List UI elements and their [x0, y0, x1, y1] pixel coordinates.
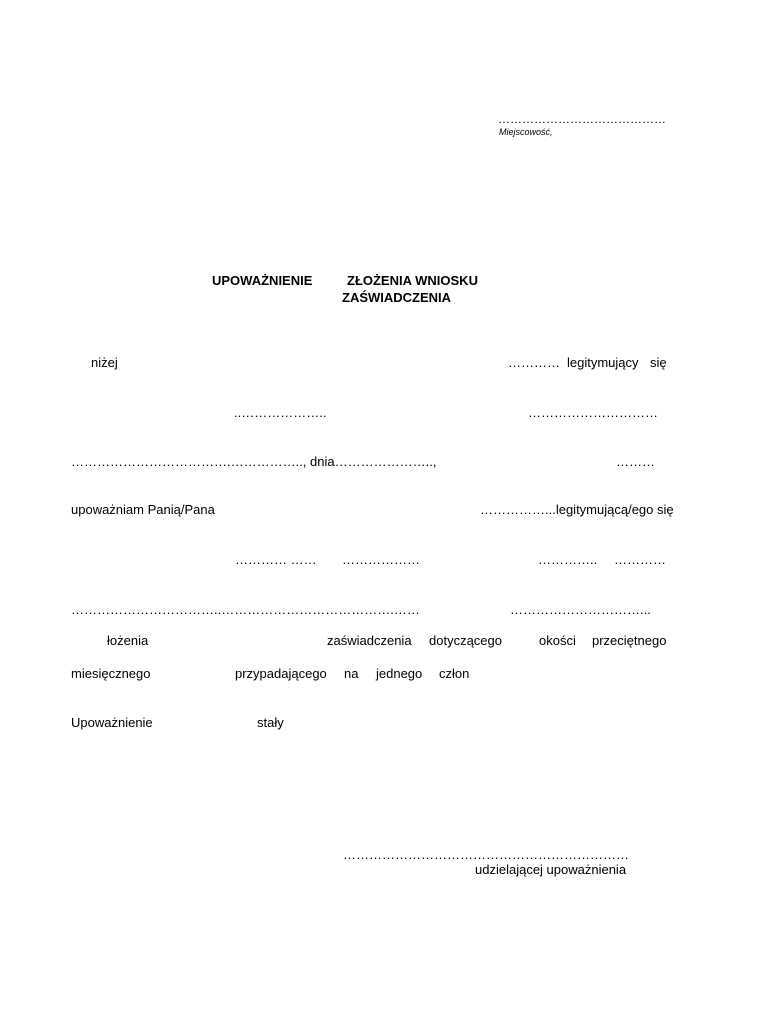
row6-dots-right: …………………………... [510, 602, 651, 617]
row7-lozenia: łożenia [107, 633, 149, 648]
row7-przecietnego: przeciętnego [592, 633, 667, 648]
row4-upowazniam: upoważniam Panią/Pana [71, 502, 215, 517]
row5-dots-d: ………… [614, 552, 666, 567]
row8-przypadajacego: przypadającego [235, 666, 327, 681]
place-label: Miejscowość, [499, 127, 553, 137]
row6-dots-left: ……………………………..………………………………….…… [71, 602, 420, 617]
row4-legitymujaca: ……………...legitymującą/ego się [480, 502, 674, 517]
row2-dots-right: ………………………… [528, 405, 658, 420]
row8-na: na [344, 666, 359, 681]
row5-dots-a: ………… …… [235, 552, 317, 567]
row9-upowaznienie: Upoważnienie [71, 715, 153, 730]
row7-dotyczacego: dotyczącego [429, 633, 502, 648]
row1-nizej: niżej [91, 355, 118, 370]
title-zlozenia-wniosku: ZŁOŻENIA WNIOSKU [347, 273, 478, 288]
title-upowaznienie: UPOWAŻNIENIE [212, 273, 313, 288]
place-dots: …………………………………… [498, 112, 666, 126]
row3-dnia: ……………………………….…………….., dnia………………….., [71, 454, 437, 469]
row8-czlon: człon [439, 666, 470, 681]
row7-zaswiadczenia: zaświadczenia [327, 633, 412, 648]
row2-dots-mid: ..……………….. [234, 405, 327, 420]
row3-dots-right: ……… [616, 454, 655, 469]
signature-dots: ………………………………………………………… [343, 847, 629, 862]
row1-dots: ………… [508, 355, 560, 370]
row8-jednego: jednego [376, 666, 423, 681]
signature-label: udzielającej upoważnienia [475, 862, 627, 877]
row8-miesiecznego: miesięcznego [71, 666, 151, 681]
row7-okosci: okości [539, 633, 576, 648]
title-zaswiadczenia: ZAŚWIADCZENIA [342, 290, 452, 305]
row5-dots-b: ……………… [342, 552, 420, 567]
row9-staly: stały [257, 715, 284, 730]
row1-legitymujacy: legitymujący [567, 355, 639, 370]
row1-sie: się [650, 355, 667, 370]
row5-dots-c: ………….. [538, 552, 598, 567]
